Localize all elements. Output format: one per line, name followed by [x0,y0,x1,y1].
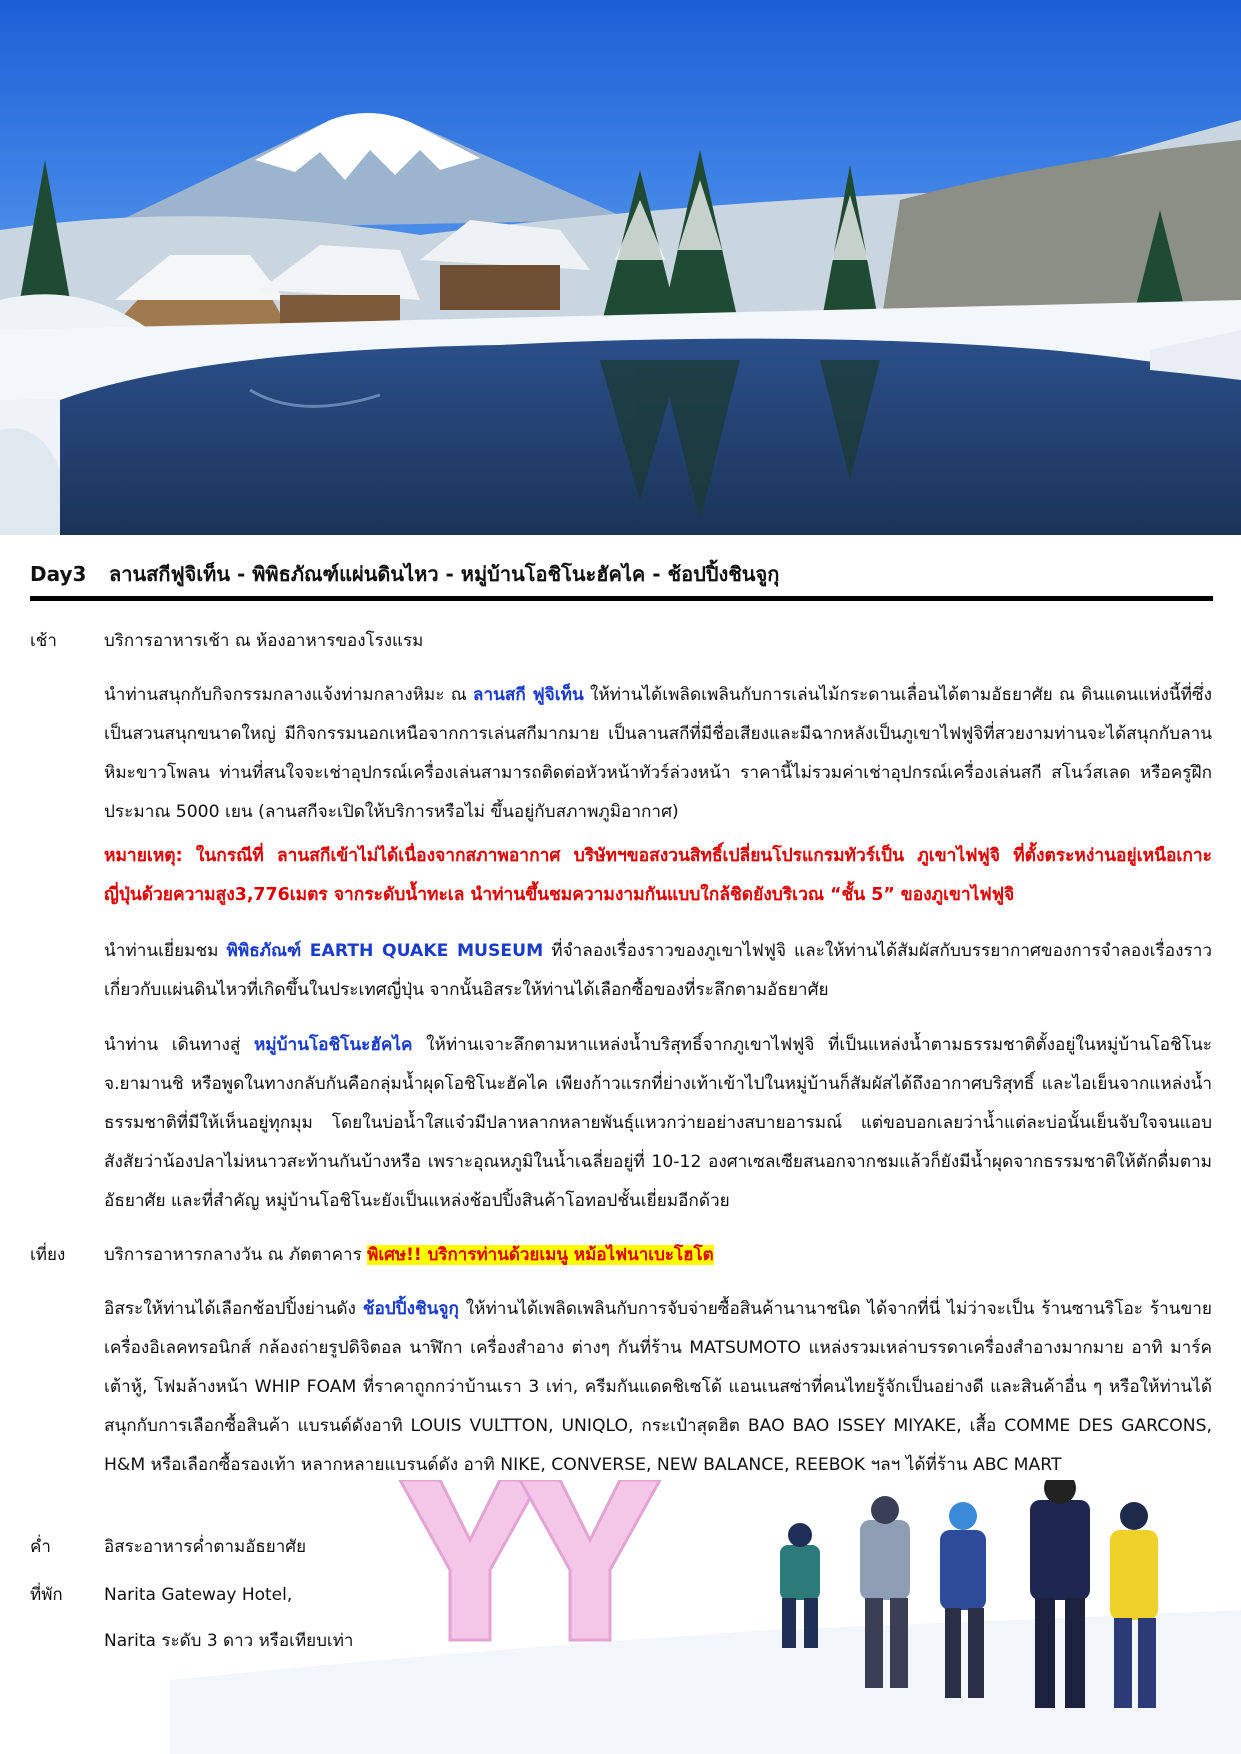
shopping-paragraph [104,1290,1212,1485]
shopping-paragraph-body: ให้ท่านได้เพลิดเพลินกับการจับจ่ายซื้อสินค้านานาชนิด ได้จากที่นี่ ไม่ว่าจะเป็น ร้านซานริโอะ ร้านขายเครื่องอิเลคทรอนิกส์ กล้องถ่ายรูปดิจิตอล นาฬิกา เครื่องสำอาง ต่างๆ กันที่ร้าน MATSUMOTO แหล่งรวมเหล่าบรรดาเครื่องสำอางมากมาย อาทิ มาร์คเต้าหู้, โฟมล้างหน้า WHIP FOAM ที่ราคาถูกกว่าบ้านเรา 3 เท่า, ครีมกันแดดชิเซโด้ แอนเนสซ่าที่คนไทยรู้จักเป็นอย่างดี และสินค้าอื่น ๆ หรือให้ท่านได้สนุกกับการเลือกซื้อสินค้า แบรนด์ดังอาทิ LOUIS VULTTON, UNIQLO, กระเป๋าสุดฮิต BAO BAO ISSEY MIYAKE, เสื้อ COMME DES GARCONS, H&M หรือเลือกซื้อรองเท้า หลากหลายแบรนด์ดัง อาทิ NIKE, CONVERSE, NEW BALANCE, REEBOK ฯลฯ ได้ที่ร้าน ABC MART [104,1299,1212,1475]
dinner-label: ค่ำ [30,1537,51,1557]
shopping-paragraph-intro: อิสระให้ท่านได้เลือกช้อปปิ้งย่านดัง [104,1299,363,1319]
museum-name: พิพิธภัณฑ์ EARTH QUAKE MUSEUM [226,941,544,961]
hotel-rating: Narita ระดับ 3 ดาว หรือเทียบเท่า [104,1631,354,1651]
dinner-text: อิสระอาหารค่ำตามอัธยาศัย [104,1537,307,1557]
museum-paragraph-intro: นำท่านเยี่ยมชม [104,941,227,961]
village-paragraph-body: ให้ท่านเจาะลึกตามหาแหล่งน้ำบริสุทธิ์จากภูเขาไฟฟูจิ ที่เป็นแหล่งน้ำตามธรรมชาติตั้งอยู่ในหมู่บ้านโอชิโนะ จ.ยามานชิ หรือพูดในทางกลับกันคือกลุ่มน้ำผุดโอชิโนะฮัคไค เพียงก้าวแรกที่ย่างเท้าเข้าไปในหมู่บ้านก็สัมผัสได้ถึงอากาศบริสุทธิ์ และไอเย็นจากแหล่งน้ำธรรมชาติที่มีให้เห็นอยู่ทุกมุม โดยในบ่อน้ำใสแจ๋วมีปลาหลากหลายพันธุ์แหวกว่ายอย่างสบายอารมณ์ แต่ขอบอกเลยว่าน้ำแต่ละบ่อนั้นเย็นจับใจจนแอบสังสัยว่าน้องปลาไม่หนาวสะท้านกันบ้างหรือ เพราะอุณหภูมิในน้ำเฉลี่ยอยู่ที่ 10-12 องศาเซลเซียสนอกจากชมแล้วก็ยังมีน้ำผุดจากธรรมชาติให้ตักดื่มตามอัธยาศัย และที่สำคัญ หมู่บ้านโอชิโนะยังเป็นแหล่งช้อปปิ้งสินค้าโอทอปชั้นเยี่ยมอีกด้วย [104,1035,1212,1211]
day-number: Day3 [30,562,87,586]
lunch-restaurant-text: บริการอาหารกลางวัน ณ ภัตตาคาร [104,1245,368,1265]
weather-note: หมายเหตุ: ในกรณีที่ ลานสกีเข้าไม่ได้เนื่องจากสภาพอากาศ บริษัทฯขอสงวนสิทธิ์เปลี่ยนโปรแกรมทัวร์เป็น ภูเขาไฟฟูจิ ที่ตั้งตระหง่านอยู่เหนือเกาะญี่ปุ่นด้วยความสูง3,776เมตร จากระดับน้ำทะเล นำท่านขึ้นชมความงามกันแบบใกล้ชิดยังบริเวณ “ชั้น 5” ของภูเขาไฟฟูจิ [104,846,1212,905]
morning-text: บริการอาหารเช้า ณ ห้องอาหารของโรงแรม [104,631,424,651]
village-name: หมู่บ้านโอชิโนะฮัคไค [253,1035,413,1055]
morning-label: เช้า [30,631,57,651]
lunch-label: เที่ยง [30,1245,66,1265]
ski-resort-name: ลานสกี ฟูจิเท็น [472,685,584,705]
hotel-name: Narita Gateway Hotel, [104,1585,293,1605]
lunch-text [104,1236,714,1274]
village-paragraph [104,1026,1212,1221]
hero-photo-fuji-village [0,0,1241,535]
museum-paragraph [104,932,1212,1010]
lunch-special-menu: พิเศษ!! บริการท่านด้วยเมนู หม้อไฟนาเบะโฮโต [367,1245,714,1265]
ski-paragraph-body: ให้ท่านได้เพลิดเพลินกับการเล่นไม้กระดานเลื่อนได้ตามอัธยาศัย ณ ดินแดนแห่งนี้ที่ซึ่งเป็นสวนสนุกขนาดใหญ่ มีกิจกรรมนอกเหนือจากการเล่นสกีมากมาย เป็นลานสกีที่มีชื่อเสียงและมีฉากหลังเป็นภูเขาไฟฟูจิที่สวยงามท่านจะได้สนุกกับลานหิมะขาวโพลน ท่านที่สนใจจะเช่าอุปกรณ์เครื่องเล่นสามารถติดต่อหัวหน้าทัวร์ล่วงหน้า ราคานี้ไม่รวมค่าเช่าอุปกรณ์เครื่องเล่นสกี สโนว์สเลด หรือครูฝึก ประมาณ 5000 เยน (ลานสกีจะเปิดให้บริการหรือไม่ ขึ้นอยู่กับสภาพภูมิอากาศ) [104,685,1212,822]
shinjuku-shopping-name: ช้อปปิ้งชินจูกุ [362,1299,459,1319]
day-title: ลานสกีฟูจิเท็น - พิพิธภัณฑ์แผ่นดินไหว - หมู่บ้านโอชิโนะฮัคไค - ช้อปปิ้งชินจูกุ [108,562,780,586]
museum-paragraph-body: ที่จำลองเรื่องราวของภูเขาไฟฟูจิ และให้ท่านได้สัมผัสกับบรรยากาศของการจำลองเรื่องราวเกี่ยวกับแผ่นดินไหวที่เกิดขึ้นในประเทศญี่ปุ่น จากนั้นอิสระให้ท่านได้เลือกซื้อของที่ระลึกตามอัธยาศัย [104,941,1212,1000]
ski-resort-paragraph [104,676,1212,832]
village-paragraph-intro: นำท่าน เดินทางสู่ [104,1035,254,1055]
day-heading [30,558,1210,590]
ski-paragraph-intro: นำท่านสนุกกับกิจกรรมกลางแจ้งท่ามกลางหิมะ ณ [104,685,473,705]
ski-slope-photo [170,1480,1241,1754]
heading-rule [30,596,1213,601]
hotel-label: ที่พัก [30,1585,63,1605]
